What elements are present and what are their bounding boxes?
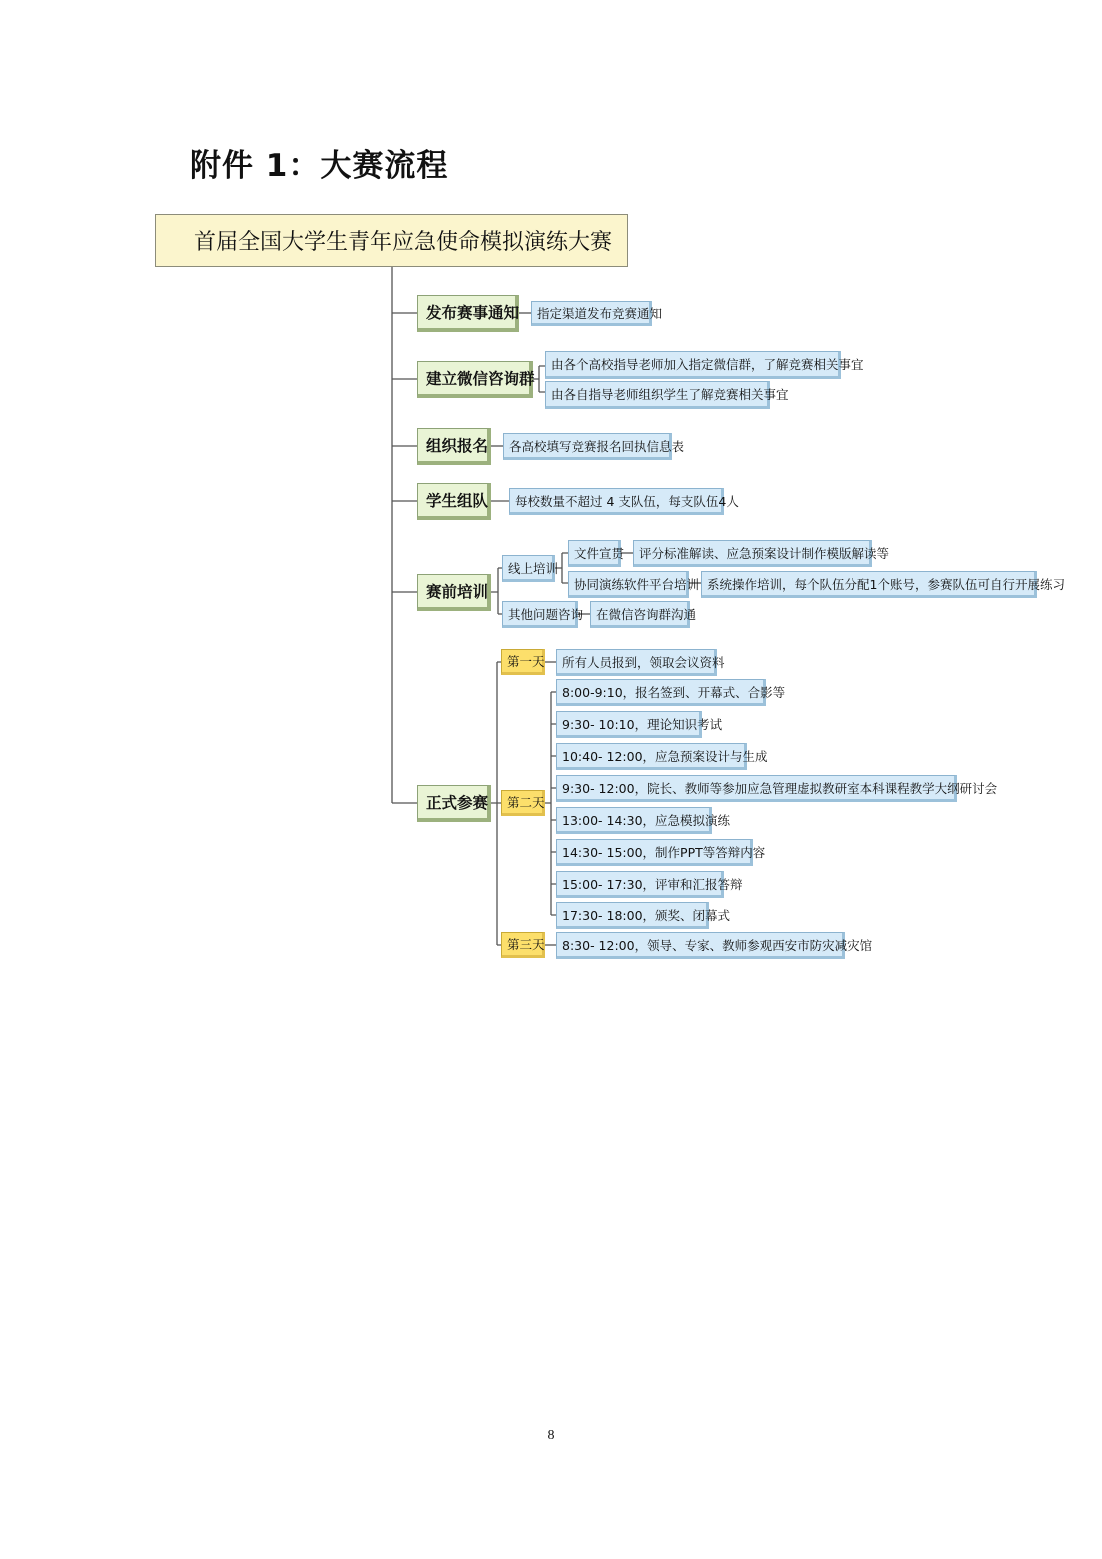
page-title: 附件 1：大赛流程 xyxy=(190,148,449,184)
schedule-item: 14:30- 15:00，制作PPT等答辩内容 xyxy=(556,839,753,866)
page-number: 8 xyxy=(547,1428,555,1443)
day-badge-1: 第一天 xyxy=(501,649,545,675)
mindmap-root: 首届全国大学生青年应急使命模拟演练大赛 xyxy=(155,214,628,267)
connector-day2-fork xyxy=(545,692,556,915)
node-online-training: 线上培训 xyxy=(502,555,555,582)
leaf-other-questions-detail: 在微信咨询群沟通 xyxy=(590,601,690,628)
leaf-registration-form: 各高校填写竞赛报名回执信息表 xyxy=(503,433,672,460)
day-badge-2: 第二天 xyxy=(501,790,545,816)
node-doc-briefing: 文件宣贯 xyxy=(568,540,621,567)
branch-pre-training: 赛前培训 xyxy=(417,574,491,611)
leaf-teachers-organize: 由各自指导老师组织学生了解竞赛相关事宜 xyxy=(545,381,770,409)
schedule-item: 9:30- 10:10，理论知识考试 xyxy=(556,711,702,738)
schedule-item: 17:30- 18:00，颁奖、闭幕式 xyxy=(556,902,709,929)
branch-team-formation: 学生组队 xyxy=(417,483,491,520)
leaf-publish-channel: 指定渠道发布竞赛通知 xyxy=(531,301,652,326)
schedule-item: 9:30- 12:00，院长、教师等参加应急管理虚拟教研室本科课程教学大纲研讨会 xyxy=(556,775,957,802)
branch-official-competition: 正式参赛 xyxy=(417,785,491,822)
connector-b5-fork xyxy=(491,568,502,614)
leaf-teachers-join-group: 由各个高校指导老师加入指定微信群，了解竞赛相关事宜 xyxy=(545,351,841,379)
schedule-item: 8:30- 12:00，领导、专家、教师参观西安市防灾减灾馆 xyxy=(556,932,845,959)
schedule-item: 所有人员报到，领取会议资料 xyxy=(556,649,717,676)
branch-registration: 组织报名 xyxy=(417,428,491,465)
schedule-item: 13:00- 14:30，应急模拟演练 xyxy=(556,807,712,834)
leaf-doc-briefing-detail: 评分标准解读、应急预案设计制作模版解读等 xyxy=(633,540,872,567)
branch-publish-notice: 发布赛事通知 xyxy=(417,295,519,332)
branch-wechat-group: 建立微信咨询群 xyxy=(417,361,533,398)
day-badge-3: 第三天 xyxy=(501,932,545,958)
node-platform-training: 协同演练软件平台培训 xyxy=(568,571,689,598)
node-other-questions: 其他问题咨询 xyxy=(502,601,578,628)
schedule-item: 10:40- 12:00，应急预案设计与生成 xyxy=(556,743,747,770)
leaf-team-limit: 每校数量不超过 4 支队伍，每支队伍4人 xyxy=(509,488,724,515)
schedule-item: 15:00- 17:30，评审和汇报答辩 xyxy=(556,871,724,898)
leaf-platform-training-detail: 系统操作培训，每个队伍分配1个账号，参赛队伍可自行开展练习 xyxy=(701,571,1037,598)
connector-b6-fork xyxy=(491,662,501,945)
schedule-item: 8:00-9:10，报名签到、开幕式、合影等 xyxy=(556,679,766,706)
